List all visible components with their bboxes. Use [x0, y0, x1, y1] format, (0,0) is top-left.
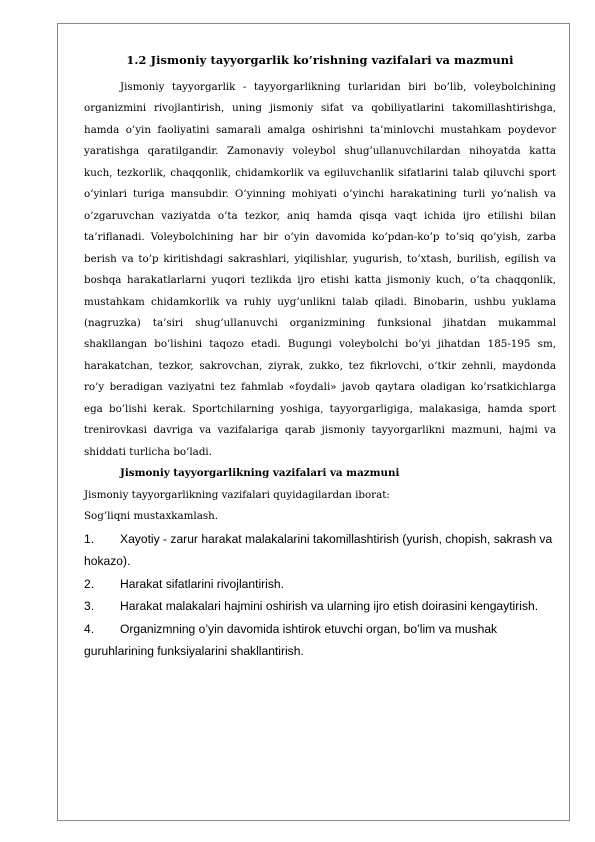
main-paragraph: Jismoniy tayyorgarlik - tayyorgarlikning turlaridan biri bo’lib, voleybolchining organizmini rivojlantirish, uning jismoniy sifat va qobiliyatlarini takomillashtirishga, hamda o’yin faoliyatini samarali amalga oshirishni ta’minlovchi mustahkam poydevor yaratishga qaratilgandir. Zamonaviy voleybol shug’ullanuvchilardan nihoyatda katta kuch, tezkorlik, chaqqonlik, chidamkorlik va egiluvchanlik sifatlarini talab qiluvchi sport o’yinlari turiga mansubdir. O’yinning mohiyati o’yinchi harakatining turli yo’nalish va o’zgaruvchan vaziyatda o’ta tezkor, aniq hamda qisqa vaqt ichida ijro etilishi bilan ta’riflanadi. Voleybolchining har bir o’yin davomida ko’pdan-ko’p to’siq qo’yish, zarba berish va to’p kiritishdagi sakrashlari, yiqilishlar, yugurish, to’xtash, burilish, egilish va boshqa harakatlarlarni yuqori tezlikda ijro etishi katta jismoniy kuch, o’ta chaqqonlik, mustahkam chidamkorlik va ruhiy uyg’unlikni talab qiladi. Binobarin, ushbu yuklama (nagruzka) ta’siri shug’ullanuvchi organizmining funksional jihatdan mukammal shakllangan bo’lishini taqozo etadi. Bugungi voleybolchi bo’yi jihatdan 185-195 sm, harakatchan, tezkor, sakrovchan, ziyrak, zukko, tez fikrlovchi, o’tkir zehnli, maydonda ro’y beradigan vaziyatni tez fahmlab «foydali» javob qaytara oladigan ko’rsatkichlarga ega bo’lishi kerak. Sportchilarning yoshiga, tayyorgarligiga, malakasiga, hamda sport trenirovkasi davriga va vazifalariga qarab jismoniy tayyorgarlikni mazmuni, hajmi va shiddati turlicha bo’ladi.: [84, 81, 556, 458]
list-item-text: Harakat malakalari hajmini oshirish va ularning ijro etish doirasini kengaytirish.: [120, 599, 539, 614]
list-item-text: Harakat sifatlarini rivojlantirish.: [120, 576, 284, 591]
list-item-number: 1.: [84, 531, 95, 546]
intro-line: Jismoniy tayyorgarlikning vazifalari quyidagilardan iborat:: [84, 488, 390, 501]
subheading: Jismoniy tayyorgarlikning vazifalari va mazmuni: [120, 467, 400, 480]
list-item: [84, 595, 556, 618]
document-body: [84, 53, 556, 663]
list-item-number: 4.: [84, 621, 95, 636]
section-heading: 1.2 Jismoniy tayyorgarlik ko’rishning vazifalari va mazmuni: [126, 53, 514, 67]
intro-line-2: Sog’liqni mustaxkamlash.: [84, 510, 219, 523]
list-item: [84, 528, 556, 573]
list-item: [84, 618, 556, 663]
list-item-number: 2.: [84, 576, 95, 591]
list-item-text: Xayotiy - zarur harakat malakalarini takomillashtirish (yurish, chopish, sakrash va hokazo).: [84, 531, 553, 569]
tasks-list: [84, 528, 556, 664]
list-item-text: Organizmning o’yin davomida ishtirok etuvchi organ, bo’lim va mushak guruhlarining funksiyalarini shakllantirish.: [84, 621, 498, 659]
list-item: [84, 573, 556, 596]
list-item-number: 3.: [84, 599, 95, 614]
